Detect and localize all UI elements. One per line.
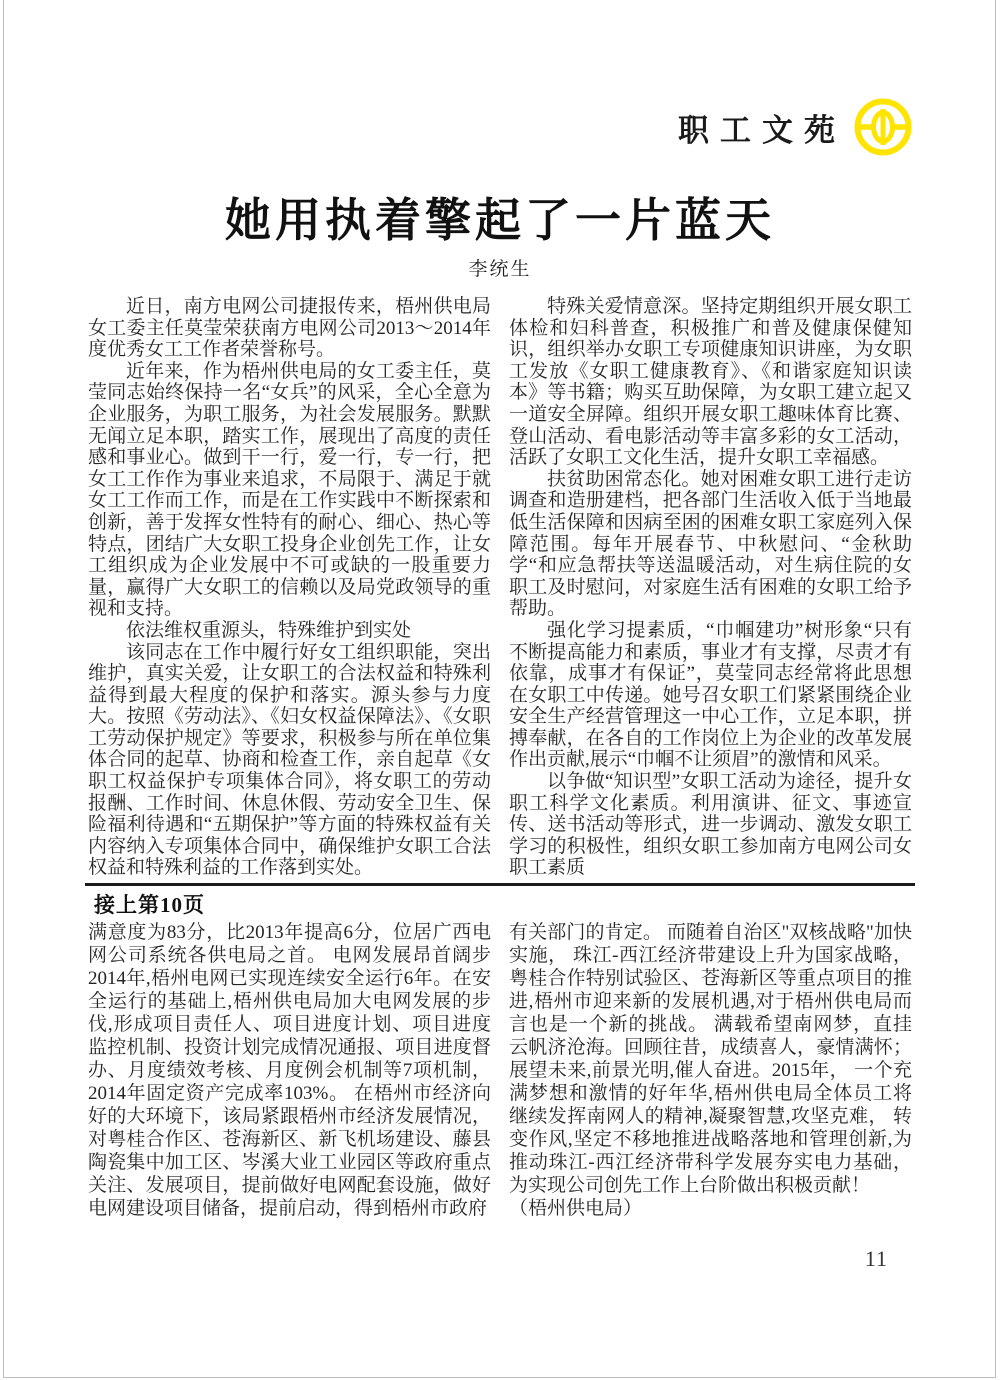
continuation-right-column [509, 921, 912, 1220]
paragraph: 以争做“知识型”女职工活动为途径，提升女职工科学文化素质。利用演讲、征文、事迹宣传、送书活动等形式，进一步调动、激发女职工学习的积极性，组织女职工参加南方电网公司女职工素质 [509, 771, 912, 879]
paragraph: 近年来，作为梧州供电局的女工委主任，莫莹同志始终保持一名“女兵”的风采，全心全意为企业服务，为职工服务，为社会发展服务。默默无闻立足本职，踏实工作，展现出了高度的责任感和事业心。做到干一行，爱一行，专一行，把女工工作作为事业来追求，不局限于、满足于就女工工作而工作，而是在工作实践中不断探索和创新，善于发挥女性特有的耐心、细心、热心等特点，团结广大女职工投身企业创先工作，让女工组织成为企业发展中不可或缺的一股重要力量，赢得广大女职工的信赖以及局党政领导的重视和支持。 [88, 360, 491, 620]
paragraph: 扶贫助困常态化。她对困难女职工进行走访调查和造册建档，把各部门生活收入低于当地最低生活保障和因病至困的困难女职工家庭列入保障范围。每年开展春节、中秋慰问、“金秋助学“和应急帮扶等送温暖活动，对生病住院的女职工及时慰问，对家庭生活有困难的女职工给予帮助。 [509, 468, 912, 620]
page-number: 11 [864, 1246, 888, 1271]
paragraph: 有关部门的肯定。 而随着自治区"双核战略"加快实施， 珠江-西江经济带建设上升为国家战略，粤桂合作特别试验区、苍海新区等重点项目的推进,梧州市迎来新的发展机遇,对于梧州供电局而言也是一个新的挑战。 满载希望南网梦，直挂云帆济沧海。回顾往昔，成绩喜人，豪情满怀；展望未来,前景光明,催人奋进。2015年， 一个充满梦想和激情的好年华,梧州供电局全体员工将继续发挥南网人的精神,凝聚智慧,攻坚克难， 转变作风,坚定不移地推进战略落地和管理创新,为推动珠江-西江经济带科学发展夯实电力基础，为实现公司创先工作上台阶做出积极贡献！ [509, 922, 912, 1196]
article-left-column [88, 296, 491, 879]
article-right-column [509, 296, 912, 879]
article-subhead: 依法维权重源头，特殊维护到实处 [126, 619, 412, 641]
article-title: 她用执着擎起了一片蓝天 [225, 193, 775, 247]
article-author: 李统生 [468, 259, 532, 280]
continuation-heading: 接上第10页 [94, 893, 205, 917]
continuation-columns [88, 921, 912, 1220]
continuation-left-column [88, 921, 491, 1220]
paragraph: 强化学习提素质，“巾帼建功”树形象“只有不断提高能力和素质，事业才有支撑，尽责才有依靠，成事才有保证”，莫莹同志经常将此思想在女职工中传递。她号召女职工们紧紧围绕企业安全生产经营管理这一中心工作，立足本职，拼搏奉献，在各自的工作岗位上为企业的改革发展作出贡献,展示“巾帼不让须眉”的激情和风采。 [509, 619, 912, 771]
trade-union-logo-icon [852, 96, 914, 158]
section-title: 职工文苑 [678, 112, 846, 148]
paragraph: 近日，南方电网公司捷报传来，梧州供电局女工委主任莫莹荣获南方电网公司2013～2014年度优秀女工工作者荣誉称号。 [88, 296, 491, 361]
masthead [678, 96, 914, 158]
paragraph: 该同志在工作中履行好女工组织职能，突出维护，真实关爱，让女职工的合法权益和特殊利益得到最大程度的保护和落实。源头参与力度大。按照《劳动法》、《妇女权益保障法》、《女职工劳动保护规定》等要求，积极参与所在单位集体合同的起草、协商和检查工作，亲自起草《女职工权益保护专项集体合同》，将女职工的劳动报酬、工作时间、休息休假、劳动安全卫生、保险福利待遇和“五期保护”等方面的特殊权益有关内容纳入专项集体合同中，确保维护女职工合法权益和特殊利益的工作落到实处。 [88, 641, 491, 879]
signature: （梧州供电局） [509, 1198, 643, 1219]
article-columns [88, 296, 912, 879]
paragraph: 满意度为83分，比2013年提高6分，位居广西电网公司系统各供电局之首。 电网发展昂首阔步2014年,梧州电网已实现连续安全运行6年。在安全运行的基础上,梧州供电局加大电网发展的步伐,形成项目责任人、项目进度计划、项目进度监控机制、投资计划完成情况通报、项目进度督办、月度绩效考核、月度例会机制等7项机制，2014年固定资产完成率103%。 在梧州市经济向好的大环境下，该局紧跟梧州市经济发展情况，对粤桂合作区、苍海新区、新飞机场建设、藤县陶瓷集中加工区、岑溪大业工业园区等政府重点关注、发展项目，提前做好电网配套设施，做好电网建设项目储备，提前启动，得到梧州市政府 [88, 922, 491, 1219]
paragraph: 特殊关爱情意深。坚持定期组织开展女职工体检和妇科普查，积极推广和普及健康保健知识，组织举办女职工专项健康知识讲座，为女职工发放《女职工健康教育》、《和谐家庭知识读本》等书籍；购买互助保障，为女职工建立起又一道安全屏障。组织开展女职工趣味体育比赛、登山活动、看电影活动等丰富多彩的女工活动，活跃了女职工文化生活，提升女职工幸福感。 [509, 296, 912, 469]
section-divider [85, 883, 915, 886]
